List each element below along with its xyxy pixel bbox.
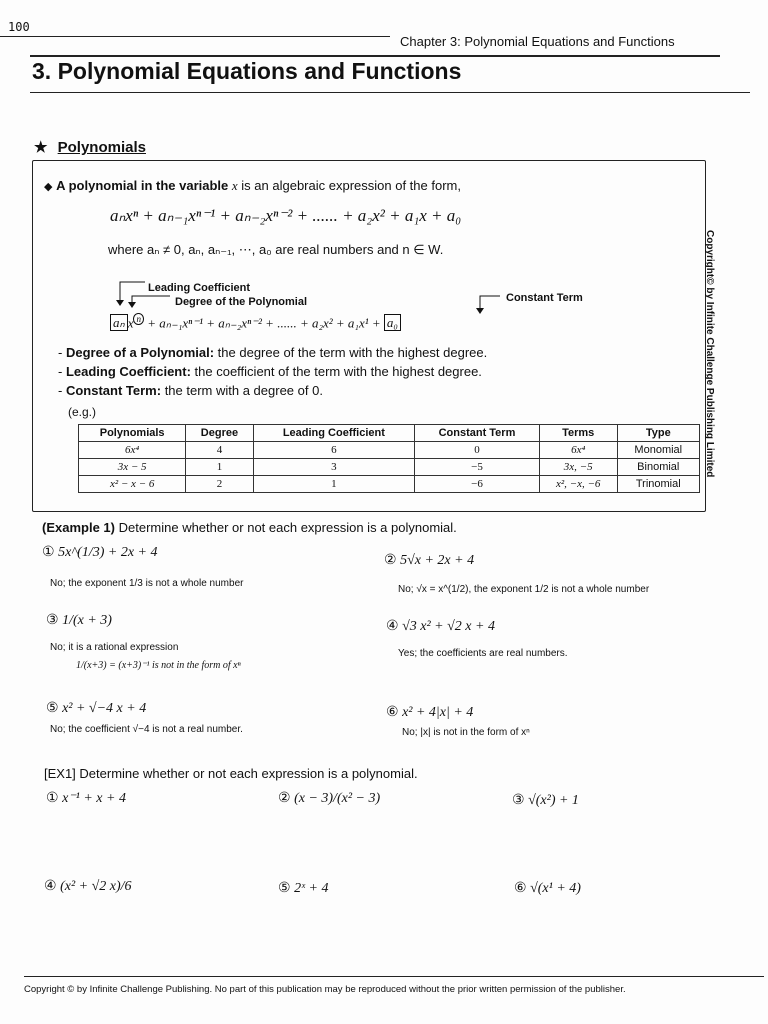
- eg-label: (e.g.): [68, 405, 97, 419]
- page-number: 100: [8, 20, 30, 34]
- degree-circle: n: [133, 313, 144, 325]
- example1-item-2: ② 5√x + 2x + 4: [384, 553, 475, 568]
- table-row: 3x − 5 1 3 −5 3x, −5 Binomial: [79, 459, 700, 476]
- constant-term-box: a₀: [384, 314, 401, 331]
- example1-item-1: ① 5x^(1/3) + 2x + 4: [42, 545, 158, 560]
- example1-answer-6: No; |x| is not in the form of xⁿ: [402, 727, 530, 738]
- example1-answer-4: Yes; the coefficients are real numbers.: [398, 648, 568, 659]
- table-row: 6x⁴ 4 6 0 6x⁴ Monomial: [79, 442, 700, 459]
- example1-answer-2: No; √x = x^(1/2), the exponent 1/2 is not a whole number: [398, 584, 650, 595]
- ex1-heading: [EX1] Determine whether or not each expression is a polynomial.: [44, 766, 418, 781]
- example1-answer-1: No; the exponent 1/3 is not a whole number: [50, 578, 244, 589]
- definition-lead: ◆ A polynomial in the variable x is an algebraic expression of the form,: [44, 178, 461, 193]
- leading-coefficient-label: Leading Coefficient: [148, 282, 251, 294]
- example1-answer-3: No; it is a rational expression: [50, 642, 179, 653]
- chapter-header: Chapter 3: Polynomial Equations and Functions: [400, 34, 675, 49]
- ex1-item-4: ④ (x² + √2 x)/6: [44, 879, 132, 894]
- table-header: Constant Term: [415, 425, 540, 442]
- table-header: Terms: [539, 425, 617, 442]
- example1-item-3: ③ 1/(x + 3): [46, 613, 112, 628]
- where-clause: where aₙ ≠ 0, aₙ, aₙ₋₁, ⋯, a₀ are real numbers and n ∈ W.: [108, 242, 444, 257]
- table-row: x² − x − 6 2 1 −6 x², −x, −6 Trinomial: [79, 476, 700, 493]
- example-table: [78, 424, 700, 493]
- diagram-expression: aₙ x $^n$ + aₙ₋₁xⁿ⁻¹ + aₙ₋₂xⁿ⁻² + ...... + a₂x² + a₁x¹ + a₀: [110, 314, 401, 331]
- table-header: Type: [617, 425, 699, 442]
- example1-answer-5: No; the coefficient √−4 is not a real number.: [50, 724, 243, 735]
- side-copyright: Copyright© by Infinite Challenge Publishing Limited: [704, 230, 715, 478]
- table-header: Leading Coefficient: [253, 425, 414, 442]
- ex1-item-6: ⑥ √(x¹ + 4): [514, 881, 581, 896]
- footer-copyright: Copyright © by Infinite Challenge Publishing. No part of this publication may be reproduced without the prior written permission of the publisher.: [24, 984, 626, 995]
- ex1-item-2: ② (x − 3)/(x² − 3): [278, 791, 381, 806]
- example1-item-5: ⑤ x² + √−4 x + 4: [46, 701, 147, 716]
- section-heading: [34, 138, 146, 156]
- table-header-row: [79, 425, 700, 442]
- degree-label: Degree of the Polynomial: [175, 296, 308, 308]
- example1-item-6: ⑥ x² + 4|x| + 4: [386, 705, 474, 720]
- page-title: 3. Polynomial Equations and Functions: [32, 58, 462, 84]
- definition-degree: - Degree of a Polynomial: the degree of the term with the highest degree.: [58, 345, 488, 360]
- star-icon: ★: [34, 139, 48, 156]
- definition-constant-term: - Constant Term: the term with a degree of 0.: [58, 383, 323, 398]
- ex1-item-3: ③ √(x²) + 1: [512, 793, 579, 808]
- ex1-item-1: ① x⁻¹ + x + 4: [46, 791, 126, 806]
- example1-answer-3b: 1/(x+3) = (x+3)⁻¹ is not in the form of xⁿ: [76, 660, 241, 671]
- table-header: Polynomials: [79, 425, 186, 442]
- ex1-item-5: ⑤ 2ˣ + 4: [278, 881, 329, 896]
- table-header: Degree: [186, 425, 253, 442]
- example1-item-4: ④ √3 x² + √2 x + 4: [386, 619, 495, 634]
- leading-coefficient-box: aₙ: [110, 314, 128, 331]
- general-formula: aₙxⁿ + aₙ₋₁xⁿ⁻¹ + aₙ₋₂xⁿ⁻² + ...... + a₂x² + a₁x + a₀: [110, 206, 462, 225]
- section-label: Polynomials: [57, 139, 146, 156]
- constant-term-label: Constant Term: [506, 292, 583, 304]
- definition-leading-coefficient: - Leading Coefficient: the coefficient of the term with the highest degree.: [58, 364, 482, 379]
- example1-heading: (Example 1) Determine whether or not each expression is a polynomial.: [42, 520, 457, 535]
